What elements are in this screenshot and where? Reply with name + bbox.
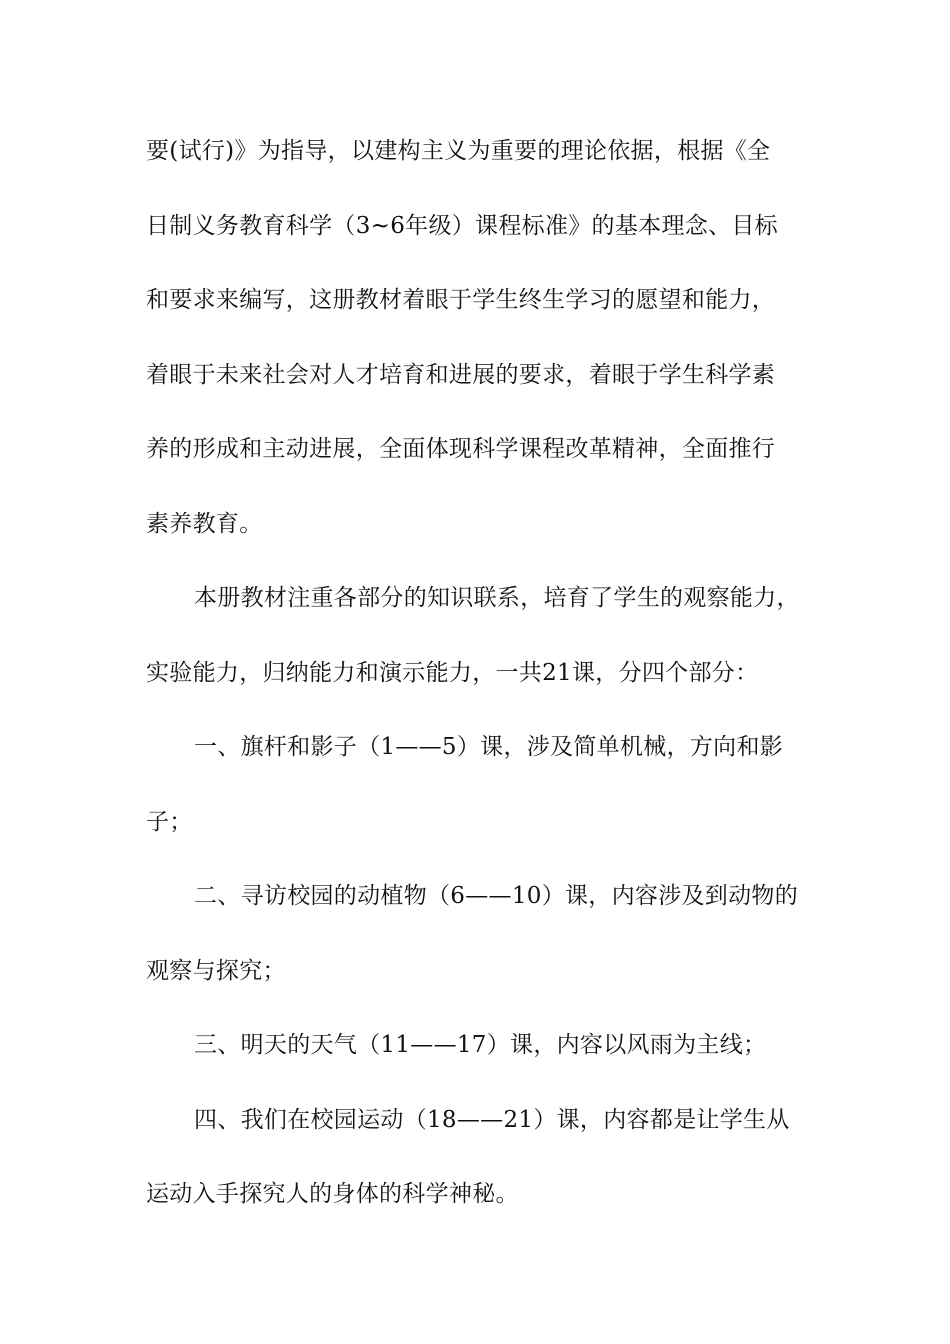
list-item-three: 三、明天的天气（11——17）课，内容以风雨为主线； [194, 1032, 767, 1058]
text-line: 素养教育。 [146, 510, 263, 537]
list-item-two: 二、寻访校园的动植物（6——10）课，内容涉及到动物的 [194, 883, 798, 909]
list-item-four: 四、我们在校园运动（18——21）课，内容都是让学生从 [194, 1106, 790, 1133]
paragraph-start-line: 本册教材注重各部分的知识联系，培育了学生的观察能力， [194, 585, 800, 611]
text-line: 要(试行)》为指导，以建构主义为重要的理论依据，根据《全 [146, 138, 771, 164]
text-line: 运动入手探究人的身体的科学神秘。 [146, 1181, 519, 1207]
list-item-one: 一、旗杆和影子（1——5）课，涉及简单机械，方向和影 [194, 734, 784, 760]
text-line: 实验能力，归纳能力和演示能力，一共21课，分四个部分： [146, 659, 759, 686]
text-line: 子； [146, 808, 193, 835]
text-line: 着眼于未来社会对人才培育和进展的要求，着眼于学生科学素 [146, 361, 776, 388]
text-line: 观察与探究； [146, 957, 286, 984]
text-line: 和要求来编写，这册教材着眼于学生终生学习的愿望和能力， [146, 287, 776, 313]
body-text [146, 128, 816, 1246]
text-line: 养的形成和主动进展，全面体现科学课程改革精神，全面推行 [146, 436, 776, 462]
text-line: 日制义务教育科学（3~6年级）课程标准》的基本理念、目标 [146, 212, 778, 239]
